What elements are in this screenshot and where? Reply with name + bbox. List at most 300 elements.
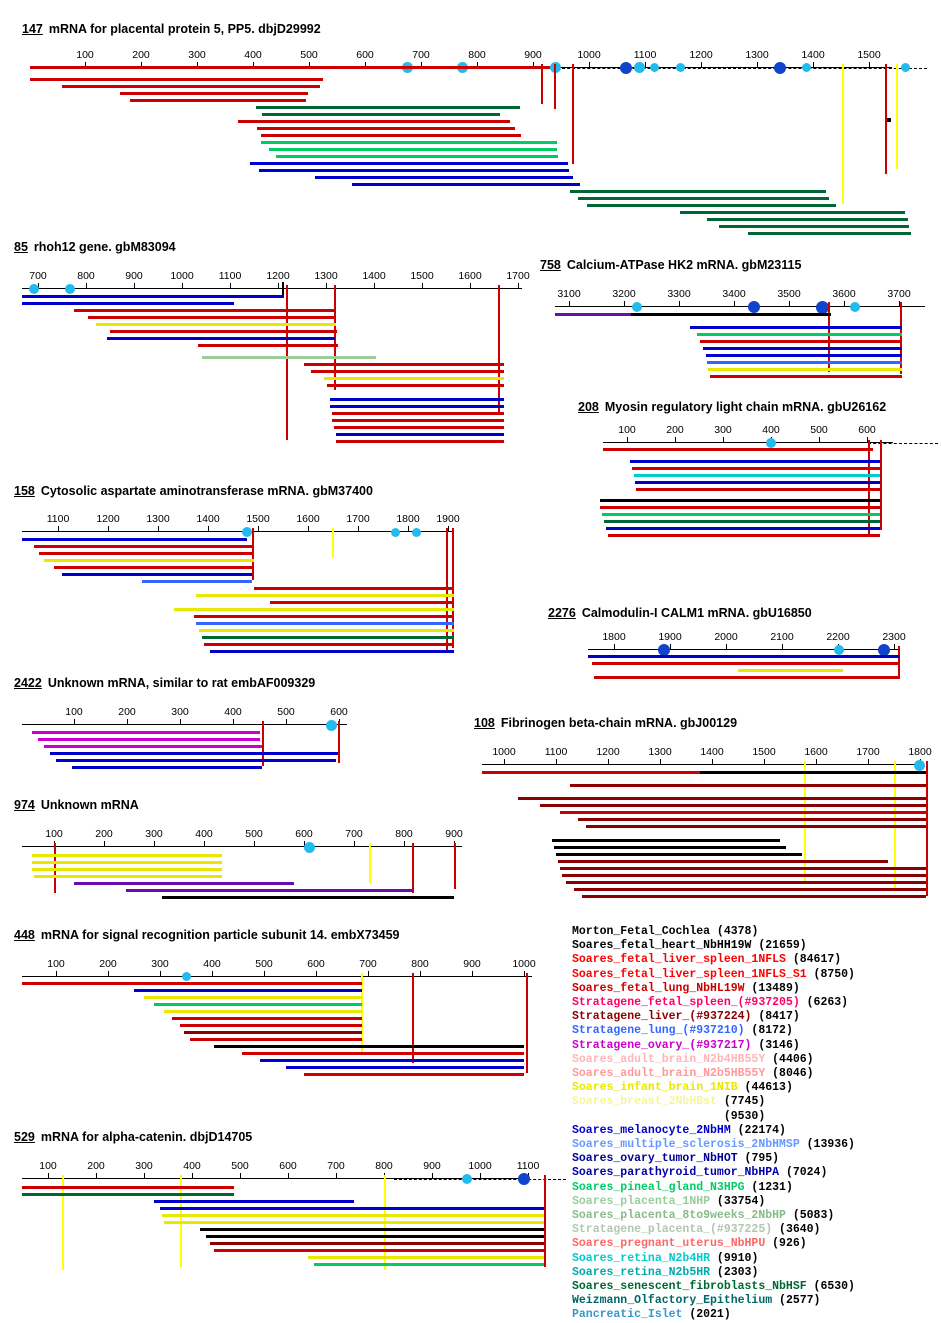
read-segment bbox=[110, 330, 337, 333]
legend-label: Soares_adult_brain_N2b4HB55Y bbox=[572, 1052, 766, 1066]
read-segment bbox=[50, 752, 338, 755]
read-segment bbox=[518, 797, 926, 800]
legend-count: (8750) bbox=[806, 967, 855, 981]
library-legend bbox=[572, 925, 941, 1323]
snp-dot bbox=[182, 972, 191, 981]
panel-title-text: Calmodulin-I CALM1 mRNA. gbU16850 bbox=[581, 606, 812, 620]
panel-accession: 448 bbox=[14, 928, 35, 942]
legend-entry bbox=[572, 1081, 941, 1095]
panel-title-text: mRNA for signal recognition particle subunit 14. embX73459 bbox=[40, 928, 400, 942]
legend-count: (22174) bbox=[730, 1123, 786, 1137]
legend-entry bbox=[572, 1166, 941, 1180]
read-segment bbox=[30, 78, 323, 81]
legend-label: Soares_senescent_fibroblasts_NbHSF bbox=[572, 1280, 807, 1294]
panel-title bbox=[540, 258, 940, 272]
legend-label: Stratagene_fetal_spleen_(#937205) bbox=[572, 996, 800, 1010]
legend-label: Soares_fetal_liver_spleen_1NFLS bbox=[572, 953, 786, 967]
panel-accession: 147 bbox=[22, 22, 43, 36]
read-segment bbox=[154, 1200, 354, 1203]
marker-line bbox=[804, 761, 806, 881]
legend-label: Soares_infant_brain_1NIB bbox=[572, 1081, 738, 1095]
read-segment bbox=[257, 127, 515, 130]
read-segment bbox=[556, 853, 802, 856]
legend-entry bbox=[572, 1266, 941, 1280]
panel-title-text: Calcium-ATPase HK2 mRNA. gbM23115 bbox=[566, 258, 802, 272]
panel-title bbox=[14, 676, 364, 690]
read-segment bbox=[560, 867, 926, 870]
legend-count: (2577) bbox=[772, 1294, 821, 1308]
panel-title bbox=[548, 606, 940, 620]
legend-entry bbox=[572, 1223, 941, 1237]
legend-entry bbox=[572, 1110, 941, 1124]
read-segment bbox=[107, 337, 335, 340]
panel-unknown-rat: 2422 Unknown mRNA, similar to rat embAF009329 100 200 300 400 500 600 bbox=[14, 676, 364, 781]
marker-line bbox=[554, 64, 556, 109]
legend-count: (3640) bbox=[772, 1223, 821, 1237]
read-segment bbox=[44, 559, 254, 562]
read-segment bbox=[269, 148, 557, 151]
read-segment bbox=[332, 412, 504, 415]
legend-count: (3146) bbox=[751, 1038, 800, 1052]
read-segment bbox=[34, 875, 222, 878]
marker-line bbox=[544, 1175, 546, 1267]
snp-dot bbox=[914, 760, 925, 771]
legend-label: Soares_breast_2NbHBst bbox=[572, 1095, 717, 1109]
read-segment bbox=[126, 889, 414, 892]
read-segment bbox=[587, 204, 836, 207]
panel-accession: 758 bbox=[540, 258, 561, 272]
read-segment bbox=[34, 545, 252, 548]
read-segment bbox=[608, 534, 880, 537]
read-segment bbox=[700, 340, 902, 343]
marker-line bbox=[361, 973, 363, 1053]
read-segment bbox=[600, 506, 880, 509]
read-segment bbox=[600, 499, 880, 502]
read-segment bbox=[238, 120, 510, 123]
panel-unknown: 974 Unknown mRNA 100 200 300 400 500 600 700 800 900 bbox=[14, 798, 484, 913]
snp-dot bbox=[802, 63, 811, 72]
read-segment bbox=[214, 1249, 544, 1252]
read-segment bbox=[32, 731, 260, 734]
read-segment bbox=[574, 888, 926, 891]
snp-dot bbox=[65, 284, 75, 294]
axis-dashed-extension bbox=[394, 1179, 566, 1180]
read-segment bbox=[202, 356, 376, 359]
legend-count: (13489) bbox=[744, 981, 800, 995]
panel-title bbox=[578, 400, 940, 414]
read-segment bbox=[738, 669, 843, 672]
legend-label: Weizmann_Olfactory_Epithelium bbox=[572, 1294, 773, 1308]
read-segment bbox=[56, 759, 336, 762]
read-segment bbox=[72, 766, 262, 769]
legend-label: Soares_placenta_1NHP bbox=[572, 1194, 711, 1208]
legend-count: (8046) bbox=[765, 1067, 814, 1081]
read-segment bbox=[184, 1031, 362, 1034]
panel-title bbox=[14, 798, 484, 812]
legend-count: (9910) bbox=[710, 1251, 759, 1265]
legend-entry bbox=[572, 1067, 941, 1081]
panel-title-text: mRNA for placental protein 5, PP5. dbjD29992 bbox=[48, 22, 321, 36]
legend-count: (6530) bbox=[806, 1280, 855, 1294]
read-segment bbox=[690, 326, 902, 329]
read-segment bbox=[634, 474, 880, 477]
panel-title bbox=[14, 484, 484, 498]
legend-count: (7024) bbox=[779, 1166, 828, 1180]
marker-line bbox=[412, 973, 414, 1063]
legend-label: Soares_fetal_heart_NbHH19W bbox=[572, 939, 752, 953]
read-segment bbox=[180, 1024, 362, 1027]
legend-count: (6263) bbox=[799, 996, 849, 1010]
snp-dot bbox=[518, 1173, 530, 1185]
read-segment bbox=[206, 1235, 544, 1238]
read-segment bbox=[144, 996, 362, 999]
read-segment bbox=[196, 622, 454, 625]
read-segment bbox=[566, 881, 926, 884]
panel-pp5: 147 mRNA for placental protein 5, PP5. dbjD29992 100 200 300 400 500 600 700 800 900 1000 1100 1200 1300 1400 1500 bbox=[22, 22, 922, 232]
read-segment bbox=[62, 573, 252, 576]
legend-label: Soares_pineal_gland_N3HPG bbox=[572, 1180, 745, 1194]
panel-srp14: 448 mRNA for signal recognition particle subunit 14. embX73459 100 200 300 400 500 600 700 800 900 1000 bbox=[14, 928, 554, 1103]
marker-line bbox=[926, 761, 928, 896]
read-segment bbox=[710, 375, 902, 378]
panel-accession: 529 bbox=[14, 1130, 35, 1144]
read-segment bbox=[259, 169, 569, 172]
snp-dot bbox=[834, 645, 844, 655]
read-segment bbox=[74, 309, 334, 312]
marker-line bbox=[880, 440, 882, 530]
snp-dot bbox=[632, 302, 642, 312]
read-segment bbox=[276, 155, 558, 158]
read-segment bbox=[254, 587, 454, 590]
legend-count: (4406) bbox=[765, 1052, 814, 1066]
legend-label: Soares_adult_brain_N2b5HB55Y bbox=[572, 1067, 766, 1081]
read-segment bbox=[154, 1003, 362, 1006]
read-segment bbox=[324, 377, 504, 380]
panel-accession: 974 bbox=[14, 798, 35, 812]
panel-myosin: 208 Myosin regulatory light chain mRNA. gbU26162 100 200 300 400 500 600 bbox=[578, 400, 940, 575]
read-segment bbox=[631, 313, 831, 316]
read-segment bbox=[210, 650, 454, 653]
read-segment bbox=[134, 989, 362, 992]
panel-title-text: Cytosolic aspartate aminotransferase mRNA. gbM37400 bbox=[40, 484, 373, 498]
read-segment bbox=[606, 527, 880, 530]
legend-entry bbox=[572, 1053, 941, 1067]
legend-label: Soares_fetal_lung_NbHL19W bbox=[572, 981, 745, 995]
read-segment bbox=[697, 333, 902, 336]
read-segment bbox=[88, 316, 336, 319]
read-segment bbox=[162, 1214, 544, 1217]
legend-label: Soares_retina_N2b5HR bbox=[572, 1265, 711, 1279]
legend-count: (926) bbox=[765, 1237, 807, 1251]
read-segment bbox=[172, 1017, 362, 1020]
marker-line bbox=[454, 843, 456, 889]
read-segment bbox=[636, 488, 880, 491]
read-segment bbox=[39, 552, 253, 555]
read-segment bbox=[120, 92, 308, 95]
read-segment bbox=[74, 882, 294, 885]
read-segment bbox=[32, 861, 222, 864]
legend-label: Stratagene_liver_(#937224) bbox=[572, 1010, 752, 1024]
read-segment bbox=[748, 232, 911, 235]
legend-entry bbox=[572, 968, 941, 982]
legend-label: Pancreatic_Islet bbox=[572, 1308, 683, 1322]
read-segment bbox=[707, 218, 908, 221]
read-segment bbox=[603, 448, 873, 451]
legend-label: Stratagene_ovary_(#937217) bbox=[572, 1038, 752, 1052]
marker-line bbox=[332, 528, 334, 558]
legend-entry bbox=[572, 1138, 941, 1152]
read-segment bbox=[22, 982, 362, 985]
read-segment bbox=[315, 176, 573, 179]
panel-title-text: Fibrinogen beta-chain mRNA. gbJ00129 bbox=[500, 716, 738, 730]
legend-entry bbox=[572, 1209, 941, 1223]
panel-accession: 2422 bbox=[14, 676, 42, 690]
read-segment bbox=[202, 636, 454, 639]
read-segment bbox=[22, 1193, 234, 1196]
panel-accession: 158 bbox=[14, 484, 35, 498]
snp-dot bbox=[748, 301, 760, 313]
legend-count: (44613) bbox=[737, 1081, 793, 1095]
marker-line bbox=[338, 721, 340, 763]
read-segment bbox=[336, 440, 504, 443]
read-segment bbox=[242, 1052, 524, 1055]
marker-line bbox=[282, 282, 284, 296]
legend-entry bbox=[572, 1181, 941, 1195]
legend-entry bbox=[572, 925, 941, 939]
read-segment bbox=[570, 190, 826, 193]
panel-calcium-atpase: 758 Calcium-ATPase HK2 mRNA. gbM23115 3100 3200 3300 3400 3500 3600 3700 bbox=[540, 258, 940, 398]
read-segment bbox=[562, 874, 926, 877]
marker-line bbox=[526, 973, 528, 1073]
marker-line bbox=[446, 528, 448, 653]
read-segment bbox=[260, 1059, 524, 1062]
read-segment bbox=[604, 520, 880, 523]
read-segment bbox=[198, 344, 338, 347]
legend-entry bbox=[572, 1024, 941, 1038]
read-segment bbox=[32, 854, 222, 857]
read-segment bbox=[632, 467, 880, 470]
axis-dashed-extension bbox=[537, 68, 927, 69]
read-segment bbox=[308, 1256, 544, 1259]
legend-count: (8417) bbox=[751, 1010, 800, 1024]
panel-accession: 208 bbox=[578, 400, 599, 414]
panel-fibrinogen: 108 Fibrinogen beta-chain mRNA. gbJ00129 1000 1100 1200 1300 1400 1500 1600 1700 1800 bbox=[474, 716, 940, 911]
read-segment bbox=[214, 1045, 524, 1048]
read-segment bbox=[680, 211, 905, 214]
read-segment bbox=[270, 601, 454, 604]
panel-accession: 85 bbox=[14, 240, 28, 254]
read-segment bbox=[555, 313, 631, 316]
legend-entry bbox=[572, 1237, 941, 1251]
read-segment bbox=[570, 784, 926, 787]
panel-title bbox=[474, 716, 940, 730]
read-segment bbox=[586, 825, 926, 828]
panel-accession: 2276 bbox=[548, 606, 576, 620]
read-segment bbox=[22, 302, 234, 305]
panel-title-text: rhoh12 gene. gbM83094 bbox=[33, 240, 176, 254]
axis-dashed-extension bbox=[868, 443, 938, 444]
snp-dot bbox=[391, 528, 400, 537]
read-segment bbox=[38, 738, 260, 741]
read-segment bbox=[44, 745, 262, 748]
panel-title bbox=[14, 240, 534, 254]
marker-line bbox=[898, 646, 900, 676]
snp-dot bbox=[412, 528, 421, 537]
legend-entry bbox=[572, 996, 941, 1010]
snp-dot bbox=[242, 527, 252, 537]
legend-label: Soares_parathyroid_tumor_NbHPA bbox=[572, 1166, 780, 1180]
marker-line bbox=[572, 64, 574, 164]
legend-entry bbox=[572, 982, 941, 996]
marker-line bbox=[498, 285, 500, 415]
read-segment bbox=[314, 1263, 544, 1266]
panel-title bbox=[22, 22, 922, 36]
legend-count: (5083) bbox=[785, 1209, 835, 1223]
snp-dot bbox=[766, 438, 776, 448]
read-segment bbox=[160, 1207, 544, 1210]
legend-count: (2021) bbox=[682, 1308, 731, 1322]
snp-dot bbox=[326, 720, 337, 731]
legend-label: Soares_placenta_8to9weeks_2NbHP bbox=[572, 1209, 786, 1223]
panel-title-text: Unknown mRNA bbox=[40, 798, 139, 812]
read-segment bbox=[602, 513, 880, 516]
legend-entry bbox=[572, 1039, 941, 1053]
read-segment bbox=[700, 771, 926, 774]
panel-accession: 108 bbox=[474, 716, 495, 730]
read-segment bbox=[32, 868, 222, 871]
read-segment bbox=[200, 1228, 544, 1231]
read-segment bbox=[261, 134, 521, 137]
read-segment bbox=[558, 860, 888, 863]
snp-dot bbox=[850, 302, 860, 312]
read-segment bbox=[54, 566, 252, 569]
read-segment bbox=[560, 811, 926, 814]
panel-rhoh12: 85 rhoh12 gene. gbM83094 700 800 900 1000 1100 1200 1300 1400 1500 1600 1700 bbox=[14, 240, 534, 475]
read-segment bbox=[582, 895, 926, 898]
snp-dot bbox=[620, 62, 632, 74]
read-segment bbox=[194, 615, 454, 618]
legend-entry bbox=[572, 1252, 941, 1266]
snp-dot bbox=[901, 63, 910, 72]
read-segment bbox=[635, 481, 880, 484]
read-segment bbox=[261, 141, 557, 144]
legend-count: (2303) bbox=[710, 1265, 759, 1279]
legend-count: (1231) bbox=[744, 1180, 793, 1194]
read-segment bbox=[540, 804, 926, 807]
read-segment bbox=[311, 370, 504, 373]
read-segment bbox=[594, 676, 900, 679]
legend-count: (4378) bbox=[710, 925, 759, 938]
snp-dot bbox=[29, 284, 39, 294]
read-segment bbox=[578, 818, 926, 821]
legend-count: (9530) bbox=[572, 1109, 766, 1123]
read-segment bbox=[22, 295, 284, 298]
legend-entry bbox=[572, 1294, 941, 1308]
panel-cytosolic: 158 Cytosolic aspartate aminotransferase mRNA. gbM37400 1100 1200 1300 1400 1500 1600 1700 1800 1900 bbox=[14, 484, 484, 659]
read-segment bbox=[174, 608, 454, 611]
read-segment bbox=[330, 398, 504, 401]
read-segment bbox=[304, 1073, 524, 1076]
panel-alpha-catenin: 529 mRNA for alpha-catenin. dbjD14705 100 200 300 400 500 600 700 800 900 1000 1100 bbox=[14, 1130, 574, 1270]
read-segment bbox=[62, 85, 320, 88]
snp-dot bbox=[304, 842, 315, 853]
read-segment bbox=[327, 384, 504, 387]
read-segment bbox=[352, 183, 580, 186]
panel-title bbox=[14, 928, 554, 942]
read-segment bbox=[210, 1242, 544, 1245]
legend-entry bbox=[572, 1195, 941, 1209]
legend-count: (13936) bbox=[799, 1138, 855, 1152]
read-segment bbox=[162, 896, 454, 899]
read-segment bbox=[332, 419, 504, 422]
legend-count: (8172) bbox=[744, 1024, 793, 1038]
read-segment bbox=[304, 363, 504, 366]
legend-count: (21659) bbox=[751, 939, 807, 953]
marker-line bbox=[412, 843, 414, 893]
read-segment bbox=[336, 433, 504, 436]
marker-line bbox=[541, 64, 543, 104]
legend-label: Soares_retina_N2b4HR bbox=[572, 1251, 711, 1265]
read-segment bbox=[552, 839, 780, 842]
legend-label: Stratagene_placenta_(#937225) bbox=[572, 1223, 773, 1237]
read-segment bbox=[719, 225, 909, 228]
read-segment bbox=[262, 113, 500, 116]
read-segment bbox=[578, 197, 829, 200]
read-segment bbox=[22, 538, 247, 541]
read-segment bbox=[887, 118, 891, 122]
read-segment bbox=[199, 629, 454, 632]
panel-title-text: Unknown mRNA, similar to rat embAF009329 bbox=[47, 676, 316, 690]
snp-dot bbox=[634, 62, 645, 73]
legend-label: Soares_pregnant_uterus_NbHPU bbox=[572, 1237, 766, 1251]
legend-entry bbox=[572, 1095, 941, 1109]
snp-dot bbox=[774, 62, 786, 74]
read-segment bbox=[703, 347, 902, 350]
read-segment bbox=[190, 1038, 362, 1041]
read-segment bbox=[22, 1186, 234, 1189]
read-segment bbox=[592, 662, 898, 665]
snp-dot bbox=[676, 63, 685, 72]
legend-entry bbox=[572, 1152, 941, 1166]
read-segment bbox=[96, 323, 336, 326]
legend-label: Soares_ovary_tumor_NbHOT bbox=[572, 1152, 738, 1166]
read-segment bbox=[707, 361, 902, 364]
read-segment bbox=[334, 426, 504, 429]
read-segment bbox=[30, 66, 550, 69]
marker-line bbox=[369, 843, 371, 883]
legend-label: Soares_melanocyte_2NbHM bbox=[572, 1123, 731, 1137]
snp-dot bbox=[650, 63, 659, 72]
legend-entry bbox=[572, 939, 941, 953]
read-segment bbox=[164, 1010, 362, 1013]
read-segment bbox=[706, 354, 902, 357]
panel-title bbox=[14, 1130, 574, 1144]
legend-entry bbox=[572, 1308, 941, 1322]
legend-entry bbox=[572, 953, 941, 967]
legend-label: Morton_Fetal_Cochlea bbox=[572, 925, 711, 938]
read-segment bbox=[554, 846, 786, 849]
read-segment bbox=[330, 405, 504, 408]
read-segment bbox=[142, 580, 252, 583]
read-segment bbox=[256, 106, 520, 109]
legend-count: (795) bbox=[737, 1152, 780, 1166]
read-segment bbox=[588, 655, 900, 658]
snp-dot bbox=[550, 62, 561, 73]
read-segment bbox=[196, 594, 454, 597]
legend-count: (84617) bbox=[785, 953, 842, 967]
marker-line bbox=[62, 1175, 64, 1270]
legend-count: (7745) bbox=[716, 1095, 766, 1109]
